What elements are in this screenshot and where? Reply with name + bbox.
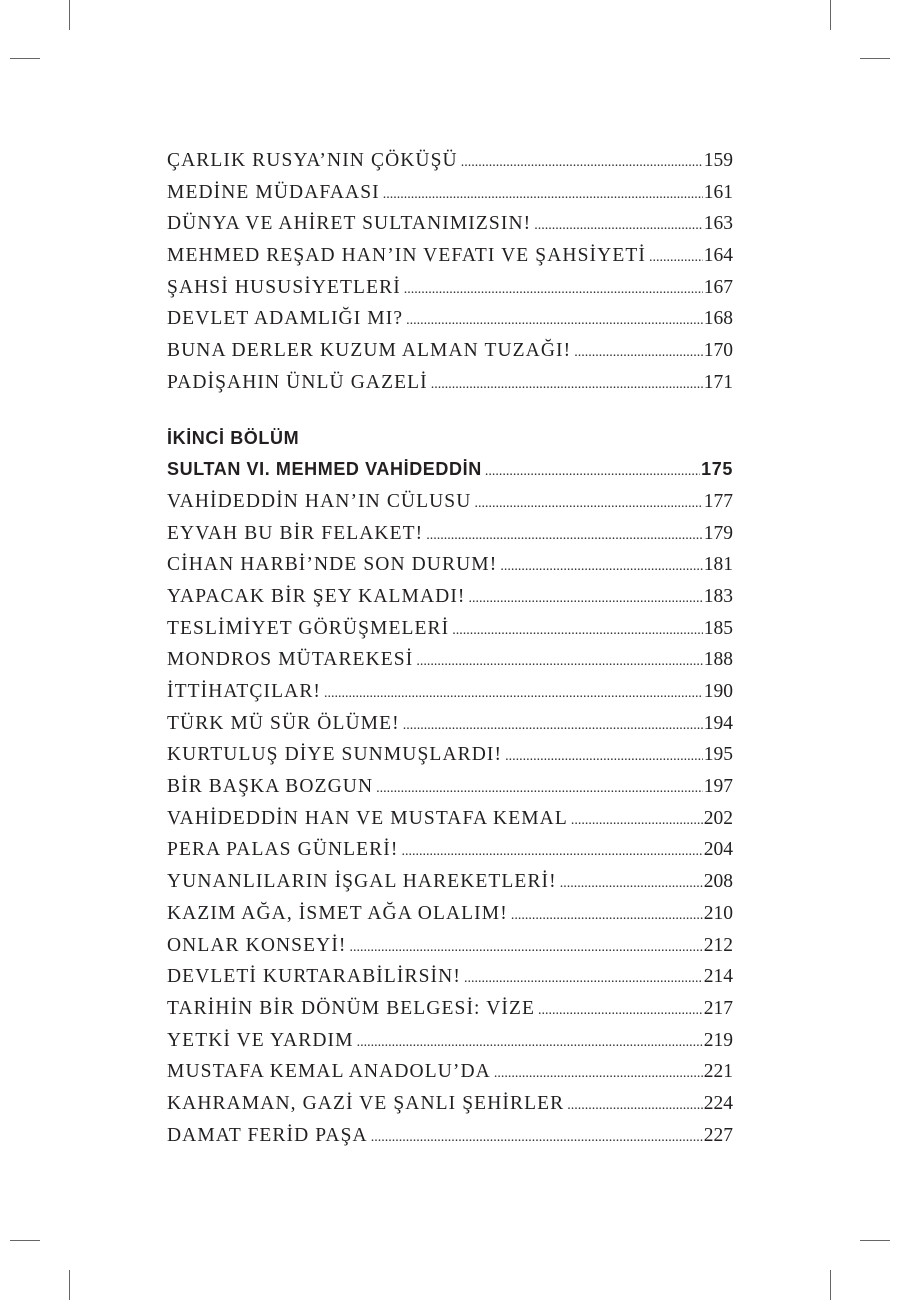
toc-entry [167, 739, 733, 771]
dot-leader [426, 520, 703, 550]
toc-entry [167, 866, 733, 898]
dot-leader [350, 932, 703, 962]
toc-entry-title: MEHMED REŞAD HAN’IN VEFATI VE ŞAHSİYETİ [167, 245, 646, 267]
dot-leader [371, 1122, 703, 1152]
dot-leader [404, 274, 703, 304]
toc-entry-page: 181 [703, 554, 733, 576]
dot-leader [406, 305, 703, 335]
toc-entry-page: 194 [703, 712, 733, 734]
toc-entry-title: PADİŞAHIN ÜNLÜ GAZELİ [167, 371, 428, 393]
toc-entry-title: ŞAHSİ HUSUSİYETLERİ [167, 276, 401, 298]
toc-entry-page: 185 [703, 617, 733, 639]
toc-entry [167, 208, 733, 240]
toc-entry-title: EYVAH BU BİR FELAKET! [167, 522, 424, 544]
toc-entry [167, 834, 733, 866]
toc-entry-title: KAZIM AĞA, İSMET AĞA OLALIM! [167, 902, 508, 924]
toc-entry-title: TÜRK MÜ SÜR ÖLÜME! [167, 712, 400, 734]
toc-entry [167, 240, 733, 272]
crop-mark-right-top [860, 58, 890, 59]
toc-entry-title: TESLİMİYET GÖRÜŞMELERİ [167, 617, 450, 639]
dot-leader [494, 1058, 703, 1088]
toc-entry-title: DÜNYA VE AHİRET SULTANIMIZSIN! [167, 213, 532, 235]
dot-leader [534, 210, 703, 240]
toc-part-1 [167, 145, 733, 399]
dot-leader [416, 646, 702, 676]
toc-entry [167, 1088, 733, 1120]
toc-entry-page: 221 [703, 1061, 733, 1083]
toc-entry-page: 168 [703, 308, 733, 330]
dot-leader [571, 805, 703, 835]
dot-leader [401, 836, 702, 866]
toc-entry [167, 549, 733, 581]
dot-leader [383, 179, 703, 209]
toc-entry-page: 219 [703, 1029, 733, 1051]
crop-mark-bottom-right [830, 1270, 831, 1300]
toc-entry-page: 190 [703, 681, 733, 702]
toc-entry [167, 1120, 733, 1152]
section-heading-page: 175 [701, 459, 733, 480]
toc-entry-page: 217 [703, 997, 733, 1019]
toc-entry-page: 212 [703, 934, 733, 956]
toc-entry-page: 167 [703, 276, 733, 298]
toc-entry [167, 644, 733, 676]
dot-leader [511, 900, 703, 930]
section-label: İKİNCİ BÖLÜM [167, 427, 300, 448]
toc-entry-page: 214 [703, 966, 733, 988]
toc-entry-title: YAPACAK BİR ŞEY KALMADI! [167, 585, 466, 607]
toc-entry-title: MEDİNE MÜDAFAASI [167, 181, 380, 203]
toc-entry [167, 486, 733, 518]
dot-leader [505, 741, 703, 771]
toc-entry-page: 195 [703, 744, 733, 766]
toc-entry [167, 708, 733, 740]
toc-entry-title: PERA PALAS GÜNLERİ! [167, 839, 399, 861]
toc-entry-page: 227 [703, 1124, 733, 1146]
dot-leader [461, 147, 703, 177]
toc-entry-page: 202 [703, 807, 733, 829]
toc-entry [167, 272, 733, 304]
dot-leader [431, 369, 703, 399]
toc-entry-title: ÇARLIK RUSYA’NIN ÇÖKÜŞÜ [167, 150, 458, 171]
dot-leader [474, 488, 702, 518]
toc-entry-title: YUNANLILARIN İŞGAL HAREKETLERİ! [167, 871, 557, 893]
dot-leader [376, 773, 703, 803]
toc-entry-title: İTTİHATÇILAR! [167, 681, 322, 702]
toc-entry [167, 1056, 733, 1088]
section-heading-title: SULTAN VI. MEHMED VAHİDEDDİN [167, 459, 482, 480]
toc-entry-page: 197 [703, 776, 733, 798]
crop-mark-left-bottom [10, 1240, 40, 1241]
dot-leader [403, 710, 703, 740]
crop-mark-left-top [10, 58, 40, 59]
toc-entry [167, 771, 733, 803]
section-heading-entry [167, 454, 733, 486]
toc-entry-title: DEVLET ADAMLIĞI MI? [167, 308, 404, 330]
toc-entry-page: 163 [703, 213, 733, 235]
toc-entry-page: 188 [703, 649, 733, 671]
toc-entry-page: 171 [703, 371, 733, 393]
toc-entry-page: 183 [703, 585, 733, 607]
crop-mark-right-bottom [860, 1240, 890, 1241]
toc-entry [167, 177, 733, 209]
toc-entry-title: DAMAT FERİD PAŞA [167, 1124, 368, 1146]
toc-entry [167, 930, 733, 962]
toc-entry [167, 303, 733, 335]
toc-entry-title: VAHİDEDDİN HAN’IN CÜLUSU [167, 490, 472, 512]
toc-entry-page: 161 [703, 181, 733, 203]
toc-entry-page: 170 [703, 340, 733, 362]
dot-leader [452, 615, 703, 645]
toc-entry-title: YETKİ VE YARDIM [167, 1029, 354, 1051]
toc-entry [167, 367, 733, 399]
toc-entry-title: MONDROS MÜTAREKESİ [167, 649, 414, 671]
dot-leader [357, 1027, 703, 1057]
toc-entry [167, 518, 733, 550]
dot-leader [324, 678, 703, 708]
toc-entry-page: 179 [703, 522, 733, 544]
toc-entry-title: VAHİDEDDİN HAN VE MUSTAFA KEMAL [167, 807, 568, 829]
dot-leader [538, 995, 703, 1025]
toc-entry [167, 1025, 733, 1057]
toc-entry-title: BİR BAŞKA BOZGUN [167, 776, 374, 798]
dot-leader [560, 868, 703, 898]
dot-leader [469, 583, 703, 613]
dot-leader [567, 1090, 703, 1120]
dot-leader [649, 242, 703, 272]
toc-entry [167, 961, 733, 993]
toc-entry-title: MUSTAFA KEMAL ANADOLU’DA [167, 1061, 491, 1083]
toc-entry [167, 613, 733, 645]
toc-entry-title: KURTULUŞ DİYE SUNMUŞLARDI! [167, 744, 503, 766]
toc-entry-title: TARİHİN BİR DÖNÜM BELGESİ: VİZE [167, 997, 535, 1019]
toc-entry-page: 164 [703, 245, 733, 267]
toc-entry-page: 208 [703, 871, 733, 893]
dot-leader [464, 963, 703, 993]
dot-leader [500, 551, 702, 581]
toc-entry-title: KAHRAMAN, GAZİ VE ŞANLI ŞEHİRLER [167, 1092, 565, 1114]
crop-mark-bottom-left [69, 1270, 70, 1300]
toc-entry-title: CİHAN HARBİ’NDE SON DURUM! [167, 554, 498, 576]
crop-mark-top-right [830, 0, 831, 30]
dot-leader [574, 337, 703, 367]
toc-entry [167, 993, 733, 1025]
toc-entry-title: DEVLETİ KURTARABİLİRSİN! [167, 966, 461, 988]
toc-entry [167, 335, 733, 367]
toc-entry-page: 224 [703, 1092, 733, 1114]
toc-entry [167, 676, 733, 708]
toc-entry-page: 159 [703, 150, 733, 171]
toc-entry-page: 210 [703, 902, 733, 924]
toc-part-2 [167, 486, 733, 1151]
toc-entry-page: 204 [703, 839, 733, 861]
toc-entry-title: BUNA DERLER KUZUM ALMAN TUZAĞI! [167, 340, 572, 362]
dot-leader [485, 456, 700, 486]
crop-mark-top-left [69, 0, 70, 30]
table-of-contents [167, 145, 733, 1151]
toc-entry [167, 581, 733, 613]
toc-entry [167, 803, 733, 835]
toc-entry-page: 177 [703, 490, 733, 512]
toc-entry-title: ONLAR KONSEYİ! [167, 934, 347, 956]
toc-entry [167, 898, 733, 930]
toc-entry [167, 145, 733, 177]
